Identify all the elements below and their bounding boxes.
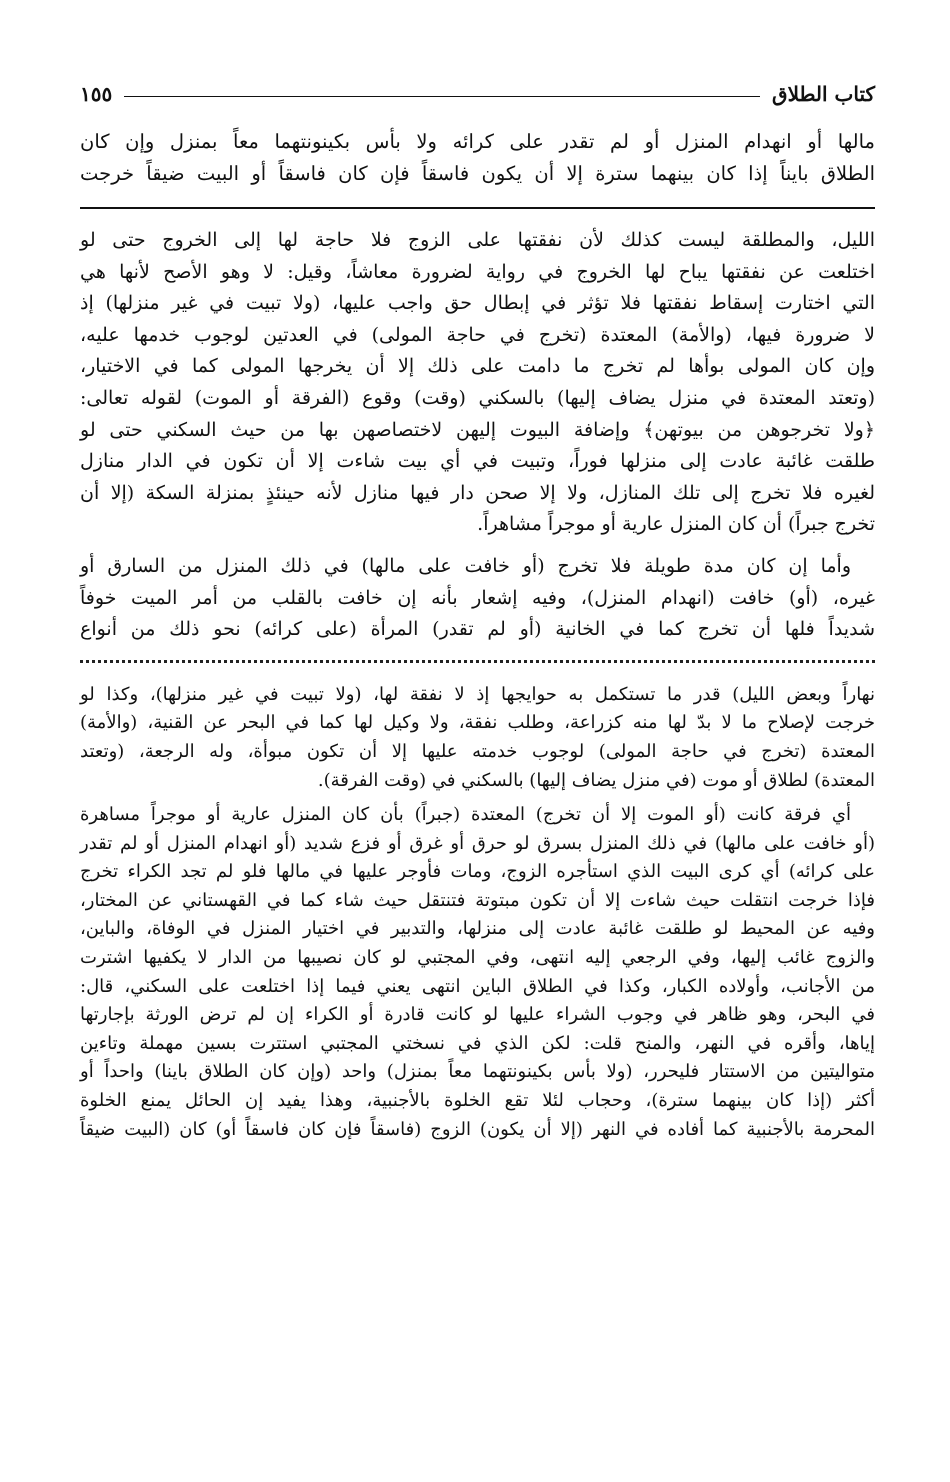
commentary-line: متواليتين من الاستتار فليحرر، (ولا بأس بكينونتهما معاً بمنزل) واحد (وإن كان الطلاق باينا) واحداً أو bbox=[80, 1061, 875, 1083]
commentary-line: فإذا خرجت انتقلت حيث شاءت إلا أن تكون مبتوتة فتنتقل حيث شاء كما في القهستاني عن المختار، bbox=[80, 889, 875, 911]
commentary-line: لغيره فلا تخرج إلى تلك المنازل، ولا إلا صحن دار فيها منازل لأنه حينئذٍ بمنزلة السكة (إلا أن bbox=[80, 481, 875, 504]
commentary-line: ﴿ولا تخرجوهن من بيوتهن﴾ وإضافة البيوت إليهن لاختصاصهن بها من حيث السكني حتى لو bbox=[80, 418, 875, 441]
commentary-line: شديداً فلها أن تخرج كما في الخانية (أو لم تقدر) المرأة (على كرائه) نحو ذلك من أنواع bbox=[80, 618, 875, 641]
running-header bbox=[80, 82, 875, 112]
commentary-line: المحرمة بالأجنبية كما أفاده في النهر (إلا أن يكون) الزوج (فاسقاً فإن كان فاسقاً أو) كان (البيت ضيقاً bbox=[80, 1118, 875, 1140]
commentary-line: التي اختارت إسقاط نفقتها فلا تؤثر في إبطال حق واجب عليها، (ولا تبيت في غير منزلها) إذ bbox=[80, 292, 875, 315]
commentary-line: من الأجانب، وأولاده الكبار، وكذا في الطلاق الباين انتهى يعني فيما إذا اختلعت على السكني، قال: bbox=[80, 975, 875, 997]
commentary-line: وإن كان المولى بوأها لم تخرج ما دامت على ذلك إلا أن يخرجها المولى كما في الاختيار، bbox=[80, 355, 875, 378]
commentary-line: طلقت غائبة عادت إلى منزلها فوراً، وتبيت في أي بيت شاءت إلا أن تكون في الدار منازل bbox=[80, 450, 875, 473]
header-rule bbox=[124, 96, 760, 97]
commentary-line: المعتدة) لطلاق أو موت (في منزل يضاف إليها) بالسكني في (وقت الفرقة). bbox=[317, 769, 875, 791]
commentary-line: في البحر، وهو ظاهر في وجوب الشراء عليها لو كانت قادرة أو الكراء إن لم ترض الورثة بإجارتها bbox=[80, 1004, 875, 1026]
commentary-line: لا ضرورة فيها، (والأمة) المعتدة (تخرج في حاجة المولى) في العدتين لوجوب خدمها عليه، bbox=[80, 323, 875, 346]
solid-divider bbox=[80, 207, 875, 209]
commentary-line: أكثر (إذا كان بينهما سترة)، وحجاب لئلا تقع الخلوة بالأجنبية، وهذا يفيد إن الحائل يمنع الخلوة bbox=[80, 1090, 875, 1112]
page-number: ١٥٥ bbox=[80, 82, 113, 106]
commentary-line: إياها، وأقره في النهر، والمنح قلت: لكن الذي في نسختي المجتبي استترت بسين مهملة وتاءين bbox=[80, 1032, 875, 1054]
dotted-divider bbox=[80, 660, 875, 663]
commentary-line: أي فرقة كانت (أو الموت إلا أن تخرج) المعتدة (جبراً) بأن كان المنزل عارية أو موجراً مساهرة bbox=[80, 804, 851, 826]
commentary-line: نهاراً وبعض الليل) قدر ما تستكمل به حوايجها إذ لا نفقة لها، (ولا تبيت في غير منزلها)، وكذا لو bbox=[80, 683, 875, 705]
commentary-second bbox=[80, 681, 875, 1145]
commentary-line: (وتعتد المعتدة في منزل يضاف إليها) بالسكني (وقت) وقوع (الفرقة أو الموت) لقوله تعالى: bbox=[80, 386, 875, 409]
paragraph-gap bbox=[80, 541, 875, 551]
commentary-line: المعتدة (تخرج في حاجة المولى) لوجوب خدمته عليها إلا أن تكون مبوأة، وله الرجعة، (وتعتد bbox=[80, 740, 875, 762]
commentary-line: وفيه عن المحيط لو طلقت غائبة عادت إلى منزلها، والتدبير في اختيار المنزل في الوفاة، والباين، bbox=[80, 918, 875, 940]
main-line: الطلاق بايناً إذا كان بينهما سترة إلا أن يكون فاسقاً فإن كان فاسقاً أو البيت ضيقاً خرجت bbox=[80, 161, 875, 185]
main-text bbox=[80, 126, 875, 189]
chapter-title: كتاب الطلاق bbox=[772, 82, 875, 106]
commentary-line: تخرج جبراً) أن كان المنزل عارية أو موجراً مشاهراً. bbox=[477, 513, 875, 536]
commentary-line: (أو خافت على مالها) في ذلك المنزل بسرق لو حرق أو غرق أو فزع شديد (أو انهدام المنزل أو لم تقدر bbox=[80, 832, 875, 854]
commentary-line: وأما إن كان مدة طويلة فلا تخرج (أو خافت على مالها) في ذلك المنزل من السارق أو bbox=[80, 554, 851, 577]
commentary-first bbox=[80, 225, 875, 646]
commentary-line: اختلعت عن نفقتها يباح لها الخروج في رواية لضرورة معاشاً، وقيل: لا وهو الأصح لأنها هي bbox=[80, 260, 875, 283]
commentary-line: على كرائه) أي كرى البيت الذي استأجره الزوج، ومات فأوجر عليها في مالها فلو لم تجد الكراء تخرج bbox=[80, 861, 875, 883]
commentary-line: الليل، والمطلقة ليست كذلك لأن نفقتها على الزوج فلا حاجة لها إلى الخروج حتى لو bbox=[80, 229, 875, 251]
commentary-line: خرجت لإصلاح ما لا بدّ لها منه كزراعة، وطلب نفقة، ولا وكيل لها كما في البحر عن القنية، (والأمة) bbox=[80, 712, 875, 734]
book-page bbox=[80, 82, 875, 1144]
main-line: مالها أو انهدام المنزل أو لم تقدر على كرائه ولا بأس بكينونتهما معاً بمنزل وإن كان bbox=[80, 130, 875, 153]
commentary-line: والزوج غائب إليها، وفي الرجعي إليه انتهى، وفي المجتبي لو كان نصيبها من الدار لا يكفيها اشترت bbox=[80, 947, 875, 969]
commentary-line: غيره، (أو) خافت (انهدام المنزل)، وفيه إشعار بأنه إن خافت بالقلب من أمر الميت خوفاً bbox=[80, 586, 875, 609]
